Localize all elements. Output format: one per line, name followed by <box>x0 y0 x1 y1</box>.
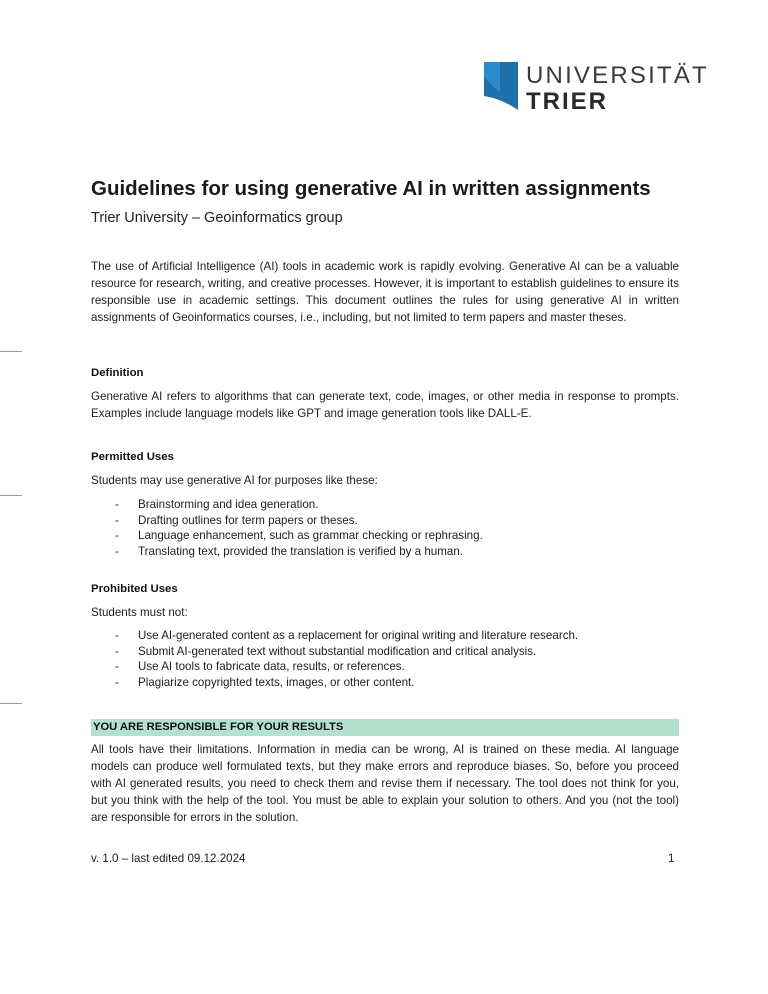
prohibited-list <box>91 628 679 690</box>
prohibited-list-wrap <box>91 628 679 690</box>
list-item: - Drafting outlines for term papers or theses. <box>115 513 358 527</box>
permitted-heading: Permitted Uses <box>91 451 174 463</box>
list-item: - Language enhancement, such as grammar checking or rephrasing. <box>115 529 483 543</box>
definition-heading: Definition <box>91 367 144 379</box>
prohibited-heading: Prohibited Uses <box>91 583 178 595</box>
document-subtitle: Trier University – Geoinformatics group <box>91 210 343 226</box>
logo-line-2: TRIER <box>526 88 608 115</box>
permitted-lead: Students may use generative AI for purposes like these: <box>91 474 378 487</box>
prohibited-lead-wrap <box>91 604 679 621</box>
margin-mark <box>0 495 22 496</box>
permitted-list <box>91 497 679 559</box>
document-title: Guidelines for using generative AI in written assignments <box>91 177 651 200</box>
margin-mark <box>0 351 22 352</box>
definition-paragraph: Generative AI refers to algorithms that can generate text, code, images, or other media in response to prompts. Examples include language models like GPT and image generation tools like DALL-E. <box>91 390 679 421</box>
definition-section <box>91 388 679 422</box>
logo-line-1: UNIVERSITÄT <box>526 62 709 89</box>
intro-paragraph: The use of Artificial Intelligence (AI) tools in academic work is rapidly evolving. Generative AI can be a valuable resource for research, writing, and creative processes. However, it is important to establish guidelines to ensure its responsible use in academic settings. This document outlines the rules for using generative AI in written assignments of Geoinformatics courses, i.e., including, but not limited to term papers and master theses. <box>91 260 679 325</box>
responsibility-paragraph: All tools have their limitations. Information in media can be wrong, AI is trained on these media. AI language models can produce well formulated texts, but they make errors and reproduce biases. So, before you proceed with AI generated results, you need to check them and revise them if necessary. The tool does not think for you, but you think with the help of the tool. You must be able to explain your solution to others. And you (not the tool) are responsible for errors in the solution. <box>91 743 679 825</box>
list-item: - Brainstorming and idea generation. <box>115 498 319 511</box>
list-item: - Use AI tools to fabricate data, results, or references. <box>115 660 405 674</box>
responsibility-banner <box>91 719 679 736</box>
footer-version: v. 1.0 – last edited 09.12.2024 <box>91 852 246 865</box>
margin-mark <box>0 703 22 704</box>
university-logo <box>484 62 709 116</box>
page-number: 1 <box>668 852 675 865</box>
logo-mark-icon <box>484 62 520 110</box>
list-item: - Submit AI-generated text without substantial modification and critical analysis. <box>115 644 537 658</box>
permitted-lead-wrap <box>91 472 679 489</box>
responsibility-section <box>91 741 679 826</box>
list-item: - Plagiarize copyrighted texts, images, or other content. <box>115 675 415 689</box>
permitted-list-wrap <box>91 497 679 559</box>
responsibility-heading: YOU ARE RESPONSIBLE FOR YOUR RESULTS <box>93 721 344 733</box>
list-item: - Use AI-generated content as a replacement for original writing and literature research. <box>115 629 579 642</box>
prohibited-lead: Students must not: <box>91 606 188 619</box>
intro-section <box>91 258 679 326</box>
list-item: - Translating text, provided the translation is verified by a human. <box>115 544 464 558</box>
